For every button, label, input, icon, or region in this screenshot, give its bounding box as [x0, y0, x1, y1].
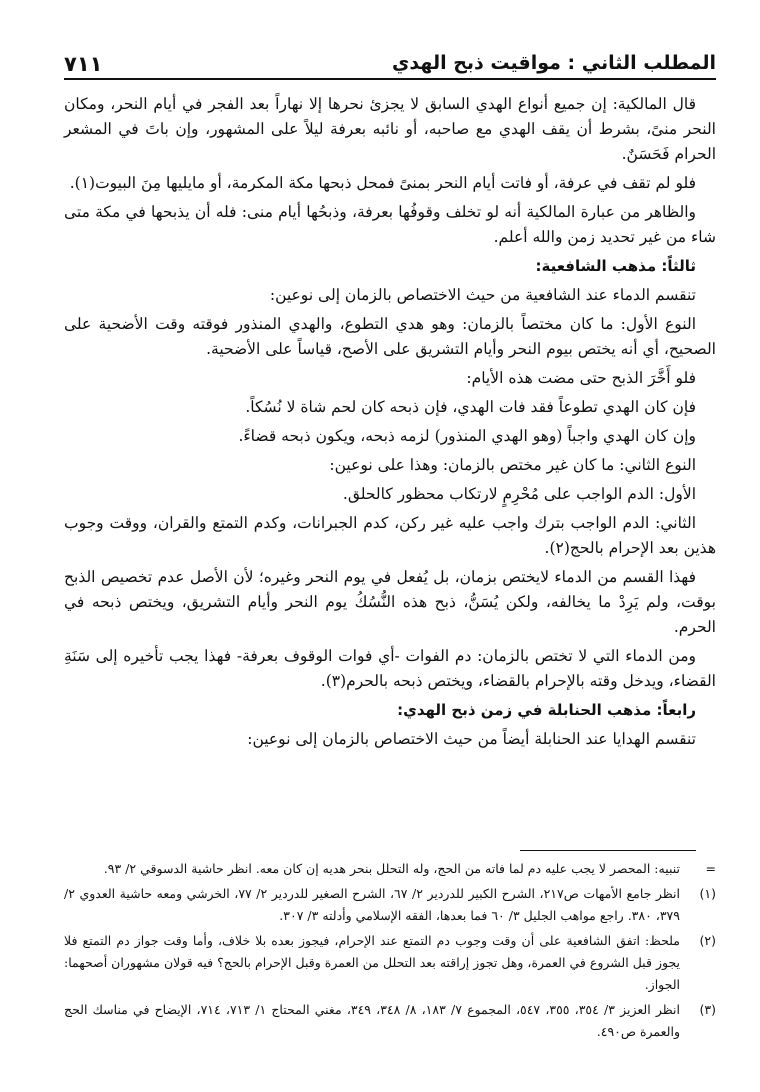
footnote-marker: (٣)	[699, 1002, 716, 1017]
paragraph: تنقسم الهدايا عند الحنابلة أيضاً من حيث الاختصاص بالزمان إلى نوعين:	[247, 730, 696, 748]
page-header	[64, 38, 716, 80]
footnote-item	[64, 883, 716, 927]
section-heading-shafii: ثالثاً: مذهب الشافعية:	[535, 257, 696, 275]
footnote-text: تنبيه: المحصر لا يجب عليه دم لما فاته من الحج، وله التحلل بنحر هديه إن كان معه. انظر حاشية الدسوقي ٢/ ٩٣.	[103, 861, 680, 876]
paragraph: الأول: الدم الواجب على مُحْرِمٍ لارتكاب محظور كالحلق.	[342, 485, 696, 503]
paragraph: الثاني: الدم الواجب بترك واجب عليه غير ركن، كدم الجبرانات، وكدم التمتع والقران، ووقت وجوب هذين بعد الإحرام بالحج(٢).	[64, 514, 716, 557]
footnote-item	[64, 930, 716, 996]
paragraph: ومن الدماء التي لا تختص بالزمان: دم الفوات -أي فوات الوقوف بعرفة- فهذا يجب تأخيره إلى سَنَةِ القضاء، ويدخل وقته بالإحرام بالقضاء، ويختص ذبحه بالحرم(٣).	[64, 647, 716, 690]
paragraph: فلو لم تقف في عرفة، أو فاتت أيام النحر بمنىً فمحل ذبحها مكة المكرمة، أو مايليها مِنَ البيوت(١).	[69, 174, 696, 192]
running-title: المطلب الثاني : مواقيت ذبح الهدي	[392, 52, 716, 74]
footnote-marker: (٢)	[699, 933, 716, 948]
paragraph: قال المالكية: إن جميع أنواع الهدي السابق لا يجزئ نحرها إلا نهاراً بعد الفجر في أيام النحر، ومكان النحر منىً، بشرط أن يقف الهدي مع صاحبه، أو نائبه بعرفة ليلاً على المشهور، وإن باتَ في المشعر الحرام فَحَسَنٌ.	[64, 95, 716, 163]
paragraph: فلو أَخَّرَ الذبح حتى مضت هذه الأيام:	[466, 369, 696, 387]
footnote-item	[64, 858, 716, 880]
paragraph: تنقسم الدماء عند الشافعية من حيث الاختصاص بالزمان إلى نوعين:	[269, 286, 696, 304]
paragraph: فهذا القسم من الدماء لايختص بزمان، بل يُفعل في يوم النحر وغيره؛ لأن الأصل عدم تخصيص الذبح بوقت، ولم يَرِدْ ما يخالفه، ولكن يُسَنُّ، ذبح هذه النُّسُكُ يوم النحر وأيام التشريق، ويختص ذبحه في الحرم.	[64, 568, 716, 636]
main-text	[64, 92, 716, 756]
footnote-text: ملحظ: اتفق الشافعية على أن وقت وجوب دم التمتع عند الإحرام، فيجوز بعده بلا خلاف، وأما وقت جواز دم التمتع فلا يجوز قبل الشروع في العمرة، وهل تجوز إراقته بعد التحلل من العمرة وقبل الإحرام بالحج؟ فيه قولان مشهوران أصحهما: الجواز.	[64, 933, 680, 992]
footnote-marker: =	[705, 861, 716, 876]
section-heading-hanbali: رابعاً: مذهب الحنابلة في زمن ذبح الهدي:	[397, 701, 696, 719]
paragraph: فإن كان الهدي تطوعاً فقد فات الهدي، فإن ذبحه كان لحم شاة لا نُسُكاً.	[245, 398, 696, 416]
page-number: ٧١١	[64, 52, 103, 76]
footnotes	[64, 858, 716, 1046]
footnote-item	[64, 999, 716, 1043]
paragraph: النوع الأول: ما كان مختصاً بالزمان: وهو هدي التطوع، والهدي المنذور فوقته وقت الأضحية على الصحيح، أي أنه يختص بيوم النحر وأيام التشريق على الأصح، قياساً على الأضحية.	[64, 315, 716, 358]
paragraph: والظاهر من عبارة المالكية أنه لو تخلف وقوفُها بعرفة، وذبحُها أيام منى: فله أن يذبحها في مكة متى شاء من غير تحديد زمن والله أعلم.	[64, 203, 716, 246]
footnote-text: انظر العزيز ٣/ ٣٥٤، ٣٥٥، ٥٤٧، المجموع ٧/ ١٨٣، ٨/ ٣٤٨، ٣٤٩، مغني المحتاج ١/ ٧١٣، ٧١٤، الإيضاح في مناسك الحج والعمرة ص٤٩٠.	[64, 1002, 680, 1039]
footnote-separator	[520, 850, 696, 851]
footnote-text: انظر جامع الأمهات ص٢١٧، الشرح الكبير للدردير ٢/ ٦٧، الشرح الصغير للدردير ٢/ ٧٧، الخرشي ومعه حاشية العدوي ٢/ ٣٧٩، ٣٨٠. راجع مواهب الجليل ٣/ ٦٠ فما بعدها، الفقه الإسلامي وأدلته ٣/ ٣٠٧.	[64, 886, 681, 923]
paragraph: النوع الثاني: ما كان غير مختص بالزمان: وهذا على نوعين:	[329, 456, 696, 474]
paragraph: وإن كان الهدي واجباً (وهو الهدي المنذور) لزمه ذبحه، ويكون ذبحه قضاءً.	[238, 427, 696, 445]
footnote-marker: (١)	[699, 886, 716, 901]
